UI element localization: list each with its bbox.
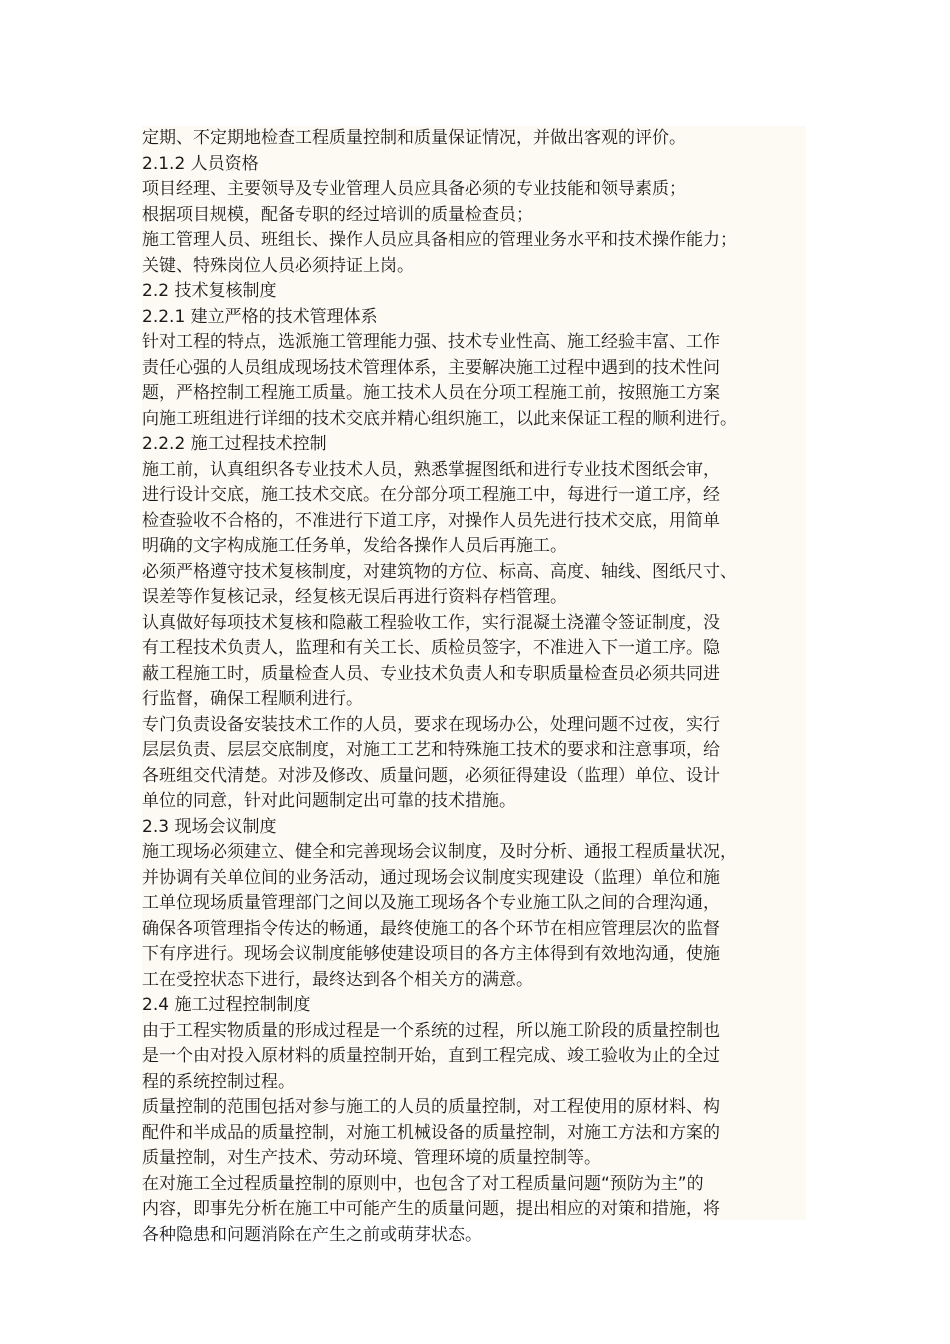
- section-heading: 2.2.1 建立严格的技术管理体系: [142, 306, 378, 327]
- text-line: 检查验收不合格的，不准进行下道工序，对操作人员先进行技术交底，用简单: [142, 510, 720, 531]
- text-line: 针对工程的特点，选派施工管理能力强、技术专业性高、施工经验丰富、工作: [142, 332, 720, 352]
- text-line: 明确的文字构成施工任务单，发给各操作人员后再施工。: [142, 536, 567, 556]
- document-body: [142, 126, 806, 1245]
- text-line: 必须严格遵守技术复核制度，对建筑物的方位、标高、高度、轴线、图纸尺寸、: [142, 561, 737, 582]
- text-line: 工在受控状态下进行，最终达到各个相关方的满意。: [142, 969, 533, 990]
- text-line: 由于工程实物质量的形成过程是一个系统的过程，所以施工阶段的质量控制也: [142, 1020, 720, 1041]
- text-line: 项目经理、主要领导及专业管理人员应具备必须的专业技能和领导素质；: [142, 179, 686, 199]
- text-line: 配件和半成品的质量控制，对施工机械设备的质量控制，对施工方法和方案的: [142, 1122, 720, 1143]
- section-heading: 2.3 现场会议制度: [142, 816, 277, 837]
- text-line: 题，严格控制工程施工质量。施工技术人员在分项工程施工前，按照施工方案: [142, 383, 720, 403]
- text-line: 施工现场必须建立、健全和完善现场会议制度，及时分析、通报工程质量状况，: [142, 842, 737, 862]
- text-line: 有工程技术负责人，监理和有关工长、质检员签字，不准进入下一道工序。隐: [142, 638, 720, 658]
- text-line: 单位的同意，针对此问题制定出可靠的技术措施。: [142, 791, 516, 811]
- text-line: 定期、不定期地检查工程质量控制和质量保证情况，并做出客观的评价。: [142, 128, 686, 148]
- text-line: 责任心强的人员组成现场技术管理体系，主要解决施工过程中遇到的技术性问: [142, 357, 720, 378]
- text-line: 专门负责设备安装技术工作的人员，要求在现场办公，处理问题不过夜，实行: [142, 714, 720, 735]
- text-line: 质量控制，对生产技术、劳动环境、管理环境的质量控制等。: [142, 1148, 601, 1168]
- text-line: 向施工班组进行详细的技术交底并精心组织施工，以此来保证工程的顺利进行。: [142, 408, 737, 429]
- text-line: 下有序进行。现场会议制度能够使建设项目的各方主体得到有效地沟通，使施: [142, 944, 720, 964]
- text-line: 认真做好每项技术复核和隐蔽工程验收工作，实行混凝土浇灌令签证制度，没: [142, 612, 720, 633]
- text-line: 程的系统控制过程。: [142, 1071, 295, 1092]
- text-line: 行监督，确保工程顺利进行。: [142, 689, 363, 709]
- text-line: 各班组交代清楚。对涉及修改、质量问题，必须征得建设（监理）单位、设计: [142, 765, 720, 786]
- text-line: 各种隐患和问题消除在产生之前或萌芽状态。: [142, 1224, 482, 1245]
- text-line: 施工前，认真组织各专业技术人员，熟悉掌握图纸和进行专业技术图纸会审，: [142, 459, 720, 480]
- text-line: 是一个由对投入原材料的质量控制开始，直到工程完成、竣工验收为止的全过: [142, 1046, 720, 1066]
- text-line: 确保各项管理指令传达的畅通，最终使施工的各个环节在相应管理层次的监督: [142, 918, 720, 939]
- text-line: 施工管理人员、班组长、操作人员应具备相应的管理业务水平和技术操作能力；: [142, 230, 737, 250]
- text-line: 蔽工程施工时，质量检查人员、专业技术负责人和专职质量检查员必须共同进: [142, 663, 720, 684]
- text-line: 根据项目规模，配备专职的经过培训的质量检查员；: [142, 204, 533, 225]
- text-line: 在对施工全过程质量控制的原则中，也包含了对工程质量问题“预防为主”的: [142, 1173, 704, 1194]
- text-line: 并协调有关单位间的业务活动，通过现场会议制度实现建设（监理）单位和施: [142, 867, 720, 888]
- text-line: 关键、特殊岗位人员必须持证上岗。: [142, 255, 414, 276]
- section-heading: 2.1.2 人员资格: [142, 153, 259, 174]
- text-line: 进行设计交底，施工技术交底。在分部分项工程施工中，每进行一道工序，经: [142, 485, 720, 505]
- text-line: 误差等作复核记录，经复核无误后再进行资料存档管理。: [142, 587, 567, 607]
- text-line: 工单位现场质量管理部门之间以及施工现场各个专业施工队之间的合理沟通，: [142, 893, 720, 913]
- text-line: 质量控制的范围包括对参与施工的人员的质量控制，对工程使用的原材料、构: [142, 1097, 720, 1117]
- text-line: 层层负责、层层交底制度，对施工工艺和特殊施工技术的要求和注意事项，给: [142, 740, 720, 760]
- section-heading: 2.4 施工过程控制制度: [142, 995, 311, 1015]
- text-line: 内容，即事先分析在施工中可能产生的质量问题，提出相应的对策和措施，将: [142, 1199, 720, 1219]
- section-heading: 2.2 技术复核制度: [142, 281, 277, 301]
- section-heading: 2.2.2 施工过程技术控制: [142, 434, 327, 454]
